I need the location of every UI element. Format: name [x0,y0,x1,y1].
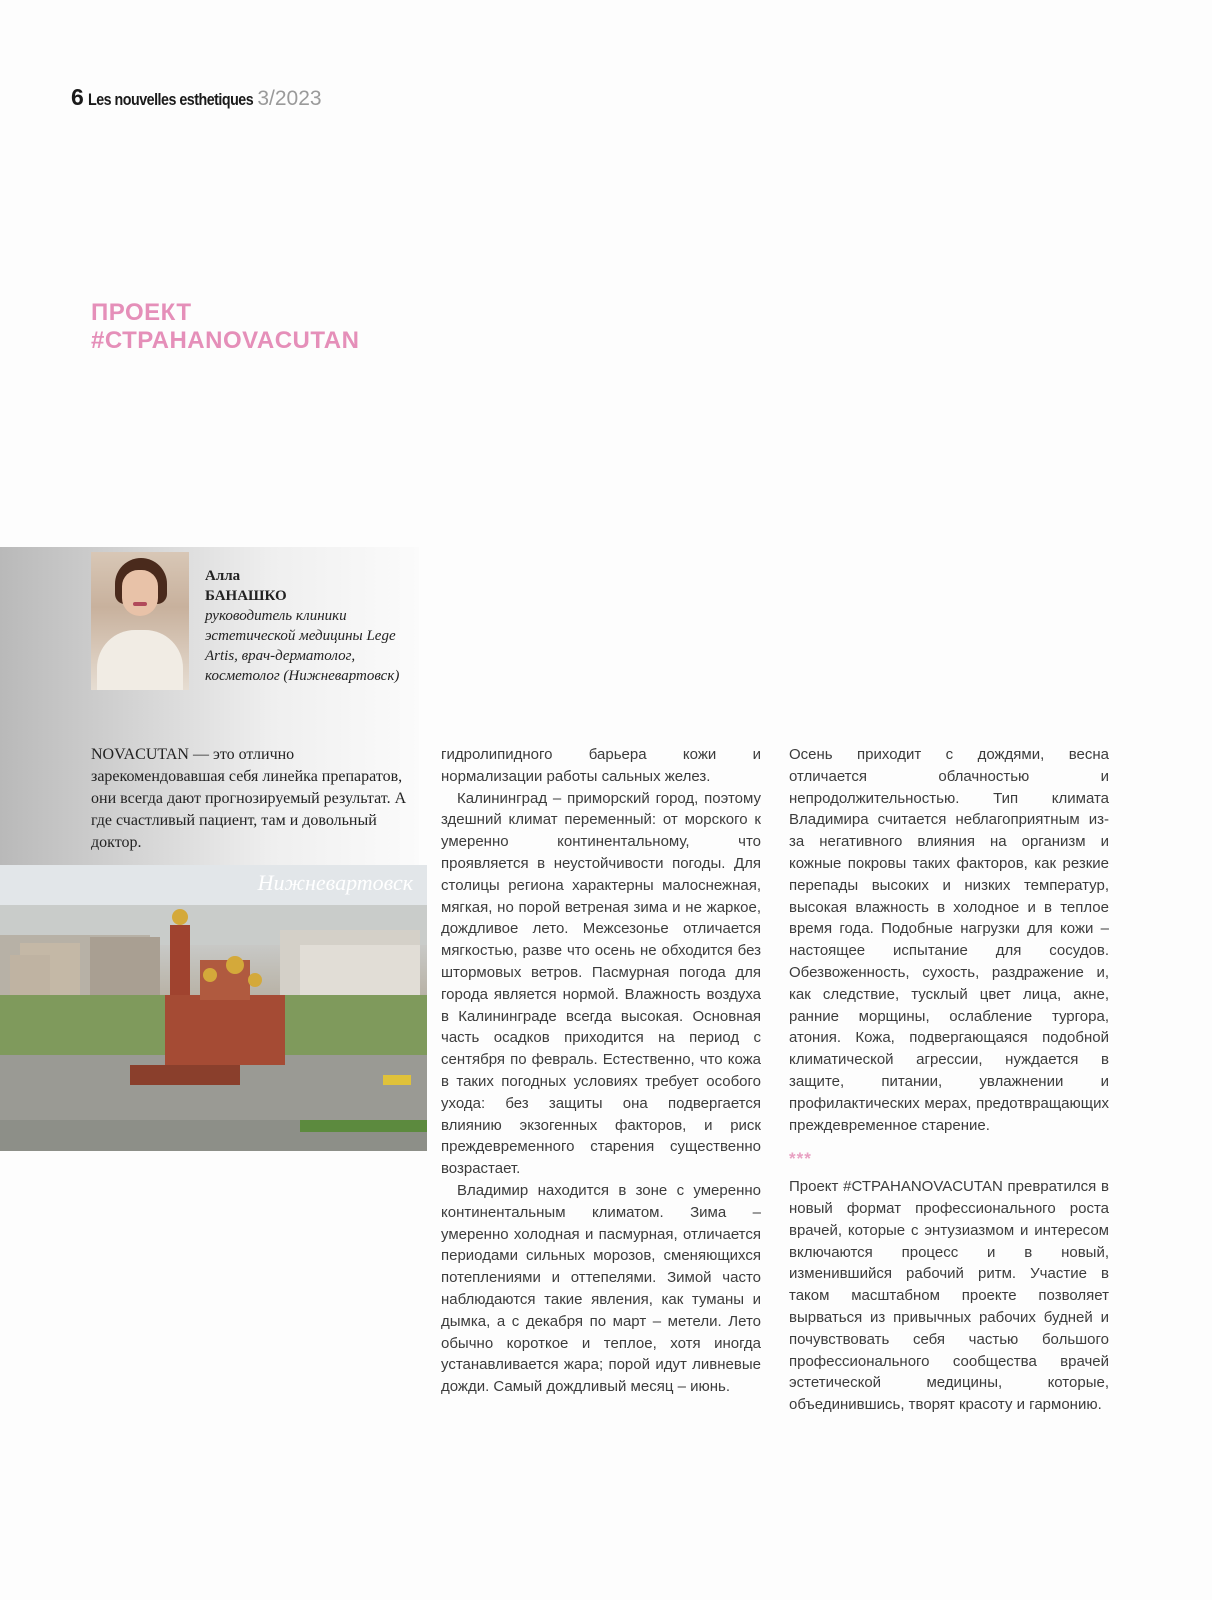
photo-lips [133,602,147,606]
project-heading-line2: #СТРАНАNOVACUTAN [91,327,360,354]
author-role: руководитель клиники эстетической медицины Lege Artis, врач-дерматолог, косметолог (Нижневартовск) [205,608,400,684]
paragraph: Калининград – приморский город, поэтому здешний климат переменный: от морского к умеренно континентальному, что проявляется в неустойчивости погоды. Для столицы региона характерны малоснежная, мягкая, но порой ветреная зима и не жаркое, дождливое лето. Межсезонье отличается мягкостью, разве что осень не обходится без штормовых ветров. Пасмурная погода для города является нормой. Влажность воздуха в Калининграде всегда высокая. Основная часть осадков приходится на период с сентября по февраль. Естественно, что кожа в таких погодных условиях требует особого ухода: без защиты она подвергается влиянию экзогенных факторов, и риск преждевременного старения существенно возрастает. [441,789,761,1178]
project-heading [91,299,359,355]
city-photo [0,865,427,1151]
issue-number: 3/2023 [257,87,322,110]
article-column-2 [441,744,761,1398]
article-column-3 [789,744,1109,1416]
author-photo [91,552,189,690]
page-header [71,84,322,112]
author-last-name: БАНАШКО [205,588,287,604]
page-number: 6 [71,84,84,110]
author-first-name: Алла [205,568,241,584]
section-separator: *** [789,1149,812,1169]
photo-caption: Нижневартовск [257,870,413,895]
photo-body [97,630,183,690]
pull-quote: NOVACUTAN — это отлично зарекомендовавшая себя линейка препаратов, они всегда дают прогнозируемый результат. А где счастливый пациент, там и довольный доктор. [91,746,407,851]
photo-face [122,570,158,616]
magazine-title: Les nouvelles esthetiques [88,90,254,109]
paragraph: гидролипидного барьера кожи и нормализации работы сальных желез. [441,746,761,785]
city-illustration [0,865,427,1151]
paragraph: Проект #СТРАНАNOVACUTAN превратился в новый формат профессионального роста врачей, которые с энтузиазмом и интересом включаются процесс и в новый, изменившийся рабочий ритм. Участие в таком масштабном проекте позволяет вырваться из привычных рабочих будней и почувствовать себя частью большого профессионального сообщества врачей эстетической медицины, которые, объединившись, творят красоту и гармонию. [789,1178,1109,1414]
paragraph: Осень приходит с дождями, весна отличается облачностью и непродолжительностью. Тип климата Владимира считается неблагоприятным из-за негативного влияния на организм и кожные покровы таких факторов, как резкие перепады высоких и низких температур, высокая влажность в холодное и в теплое время года. Подобные нагрузки для кожи – настоящее испытание для сосудов. Обезвоженность, сухость, раздражение и, как следствие, тусклый цвет лица, акне, ранние морщины, ослабление тургора, атония. Кожа, подвергающаяся подобной климатической агрессии, нуждается в защите, питании, увлажнении и профилактических мерах, предотвращающих преждевременное старение. [789,746,1109,1134]
paragraph: Владимир находится в зоне с умеренно континентальным климатом. Зима – умеренно холодная и пасмурная, отличается периодами сильных морозов, сменяющихся потеплениями и оттепелями. Зимой часто наблюдаются такие явления, как туманы и дымка, а с декабря по март – метели. Лето обычно короткое и теплое, хотя иногда устанавливается жара; порой идут ливневые дожди. Самый дождливый месяц – июнь. [441,1181,761,1396]
author-info [205,566,410,686]
project-heading-line1: ПРОЕКТ [91,299,192,326]
